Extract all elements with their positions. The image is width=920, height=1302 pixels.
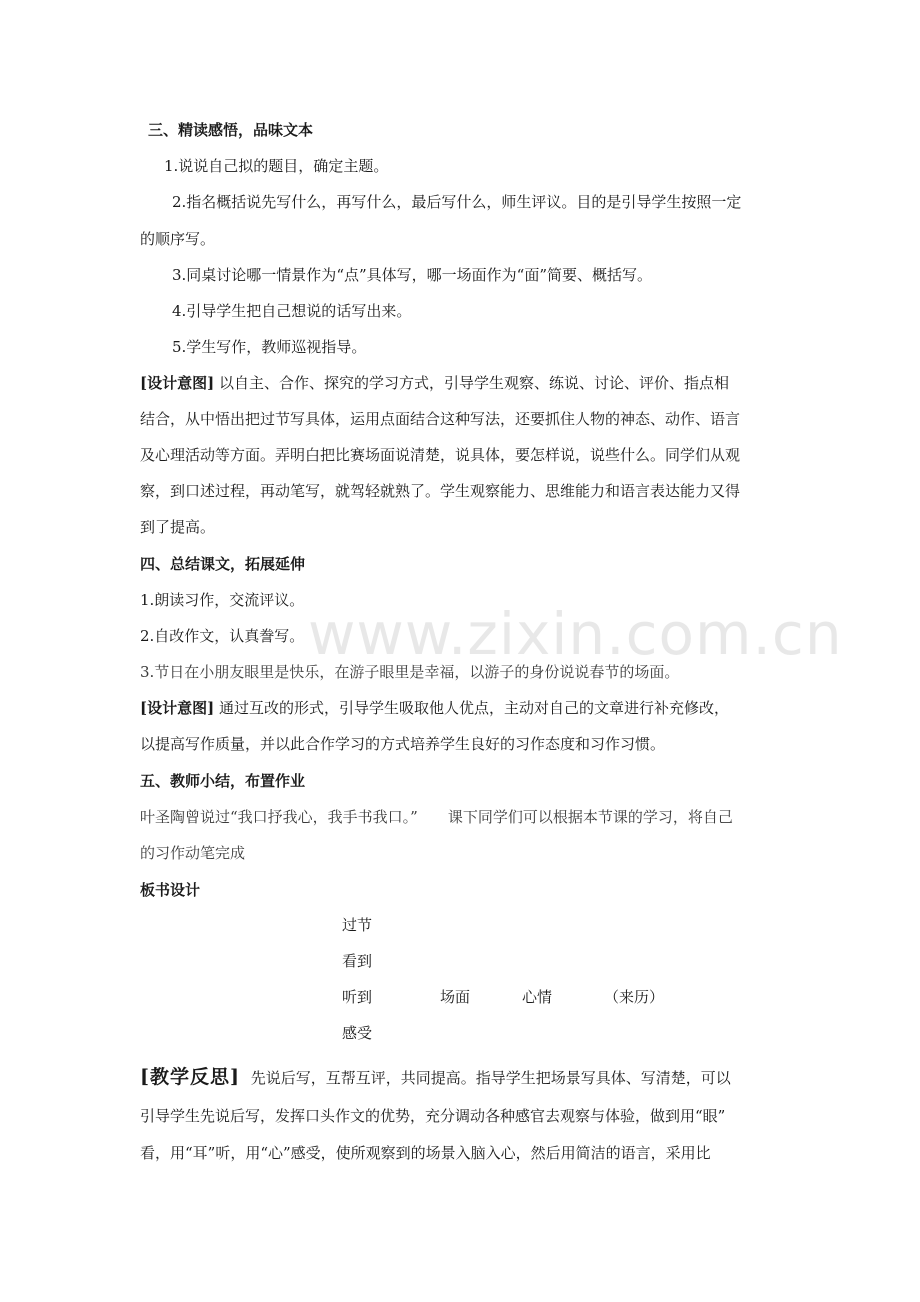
section3-item-2-line2: 的顺序写。 xyxy=(140,230,216,248)
board-item-laili: （来历） xyxy=(604,988,665,1006)
design-intent-label: [设计意图] xyxy=(140,699,215,717)
section4-item-2: 2.自改作文，认真誊写。 xyxy=(140,627,305,645)
section4-item-1: 1.朗读习作，交流评议。 xyxy=(140,591,305,609)
reflection-label: [教学反思] xyxy=(140,1066,240,1088)
section3-item-2-line1: 2.指名概括说先写什么，再写什么，最后写什么，师生评议。目的是引导学生按照一定 xyxy=(172,193,742,211)
assignment-text: 课下同学们可以根据本节课的学习，将自己 xyxy=(447,808,733,826)
section4-heading: 四、总结课文，拓展延伸 xyxy=(140,555,306,573)
section3-design-intent-line5: 到了提高。 xyxy=(140,518,216,536)
section5-line2: 的习作动笔完成 xyxy=(140,844,246,862)
design-intent-text: 通过互改的形式，引导学生吸取他人优点，主动对自己的文章进行补充修改， xyxy=(218,699,729,717)
section4-design-intent-line1 xyxy=(140,698,729,718)
board-item-guojie: 过节 xyxy=(342,916,373,934)
board-item-ganshou: 感受 xyxy=(342,1024,373,1042)
section5-line1 xyxy=(140,807,733,827)
board-item-tingdao: 听到 xyxy=(342,988,373,1006)
reflection-line3: 看，用“耳”听，用“心”感受，使所观察到的场景入脑入心，然后用简洁的语言，采用比 xyxy=(140,1144,711,1162)
section3-heading: 三、精读感悟，品味文本 xyxy=(148,121,314,139)
section3-item-1: 1.说说自己拟的题目，确定主题。 xyxy=(164,157,389,175)
section5-heading: 五、教师小结，布置作业 xyxy=(140,772,306,790)
design-intent-label: [设计意图] xyxy=(140,374,215,392)
section3-design-intent-line3: 及心理活动等方面。弄明白把比赛场面说清楚，说具体，要怎样说，说些什么。同学们从观 xyxy=(140,446,741,464)
board-item-changmian: 场面 xyxy=(440,988,471,1006)
reflection-line1 xyxy=(140,1063,731,1092)
reflection-line2: 引导学生先说后写，发挥口头作文的优势，充分调动各种感官去观察与体验，做到用“眼” xyxy=(140,1107,726,1125)
section3-design-intent-line1 xyxy=(140,373,729,393)
section3-design-intent-line4: 察，到口述过程，再动笔写，就驾轻就熟了。学生观察能力、思维能力和语言表达能力又得 xyxy=(140,482,741,500)
design-intent-text: 以自主、合作、探究的学习方式，引导学生观察、练说、讨论、评价、指点相 xyxy=(218,374,729,392)
reflection-text: 先说后写，互帮互评，共同提高。指导学生把场景写具体、写清楚，可以 xyxy=(250,1069,731,1087)
section4-item-3: 3.节日在小朋友眼里是快乐，在游子眼里是幸福，以游子的身份说说春节的场面。 xyxy=(140,663,680,681)
section3-design-intent-line2: 结合，从中悟出把过节写具体，运用点面结合这种写法，还要抓住人物的神态、动作、语言 xyxy=(140,410,741,428)
board-item-kandao: 看到 xyxy=(342,952,373,970)
quote-text: 叶圣陶曾说过“我口抒我心，我手书我口。” xyxy=(140,808,418,826)
watermark: www.zixin.com.cn xyxy=(308,600,843,668)
section4-design-intent-line2: 以提高写作质量，并以此合作学习的方式培养学生良好的习作态度和习作习惯。 xyxy=(140,735,666,753)
section3-item-3: 3.同桌讨论哪一情景作为“点”具体写，哪一场面作为“面”简要、概括写。 xyxy=(172,266,652,284)
section3-item-5: 5.学生写作，教师巡视指导。 xyxy=(172,338,367,356)
board-item-xinqing: 心情 xyxy=(522,988,553,1006)
section3-item-4: 4.引导学生把自己想说的话写出来。 xyxy=(172,302,412,320)
board-design-heading: 板书设计 xyxy=(140,881,201,899)
